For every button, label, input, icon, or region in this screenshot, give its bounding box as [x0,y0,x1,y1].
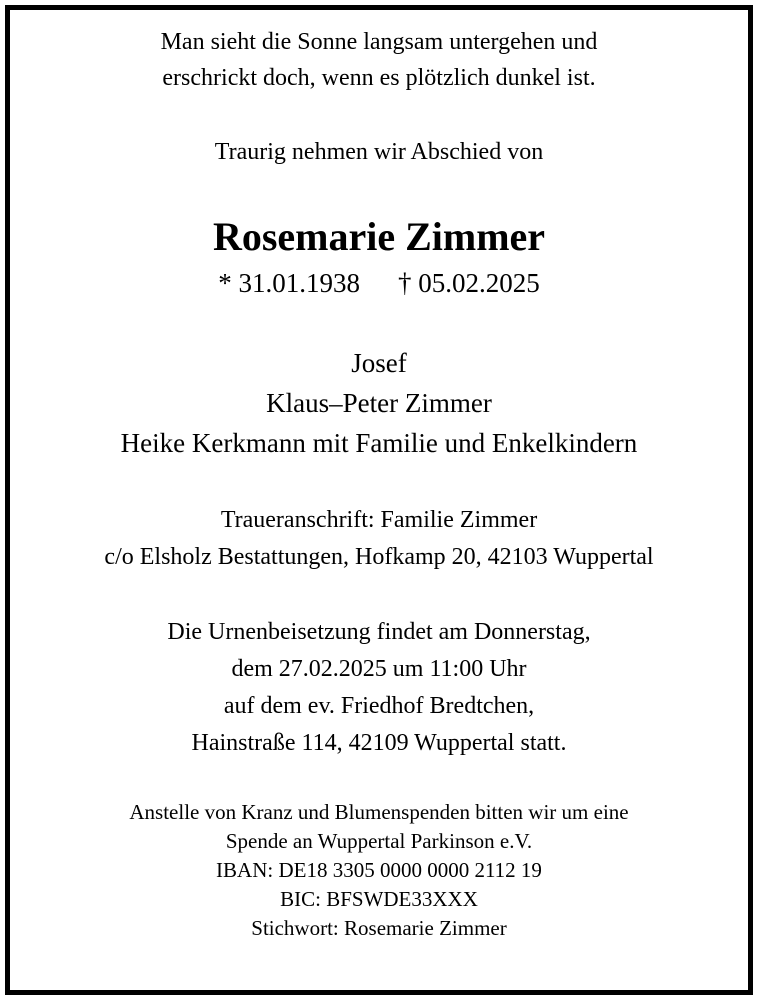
mourner-line-1: Josef [351,348,407,378]
funeral-line-4: Hainstraße 114, 42109 Wuppertal statt. [191,730,567,756]
funeral-line-3: auf dem ev. Friedhof Bredtchen, [223,693,535,719]
donation-line-1: Anstelle von Kranz und Blumenspenden bitten wir um eine [129,800,629,824]
farewell-intro: Traurig nehmen wir Abschied von [214,139,544,165]
quote-line-1: Man sieht die Sonne langsam untergehen und [160,29,598,55]
keyword-line: Stichwort: Rosemarie Zimmer [251,916,507,940]
funeral-line-2: dem 27.02.2025 um 11:00 Uhr [231,656,527,682]
life-dates [10,263,748,303]
deceased-name: Rosemarie Zimmer [212,214,546,259]
iban-line: IBAN: DE18 3305 0000 0000 2112 19 [216,858,542,882]
donation-request [10,798,748,943]
obituary-notice [5,5,753,995]
opening-quote [10,24,748,96]
mourner-line-3: Heike Kerkmann mit Familie und Enkelkindern [120,428,638,458]
death-date: † 05.02.2025 [398,268,540,298]
quote-line-2: erschrickt doch, wenn es plötzlich dunkel ist. [162,65,596,91]
bic-line: BIC: BFSWDE33XXX [280,887,478,911]
address-line-1: Traueranschrift: Familie Zimmer [220,507,538,533]
mourners-list [10,343,748,463]
funeral-line-1: Die Urnenbeisetzung findet am Donnerstag, [167,619,591,645]
donation-line-2: Spende an Wuppertal Parkinson e.V. [225,829,533,853]
mourner-line-2: Klaus–Peter Zimmer [266,388,492,418]
mourning-address [10,502,748,576]
address-line-2: c/o Elsholz Bestattungen, Hofkamp 20, 42103 Wuppertal [104,544,654,570]
birth-date: * 31.01.1938 [218,268,360,298]
funeral-details [10,614,748,762]
